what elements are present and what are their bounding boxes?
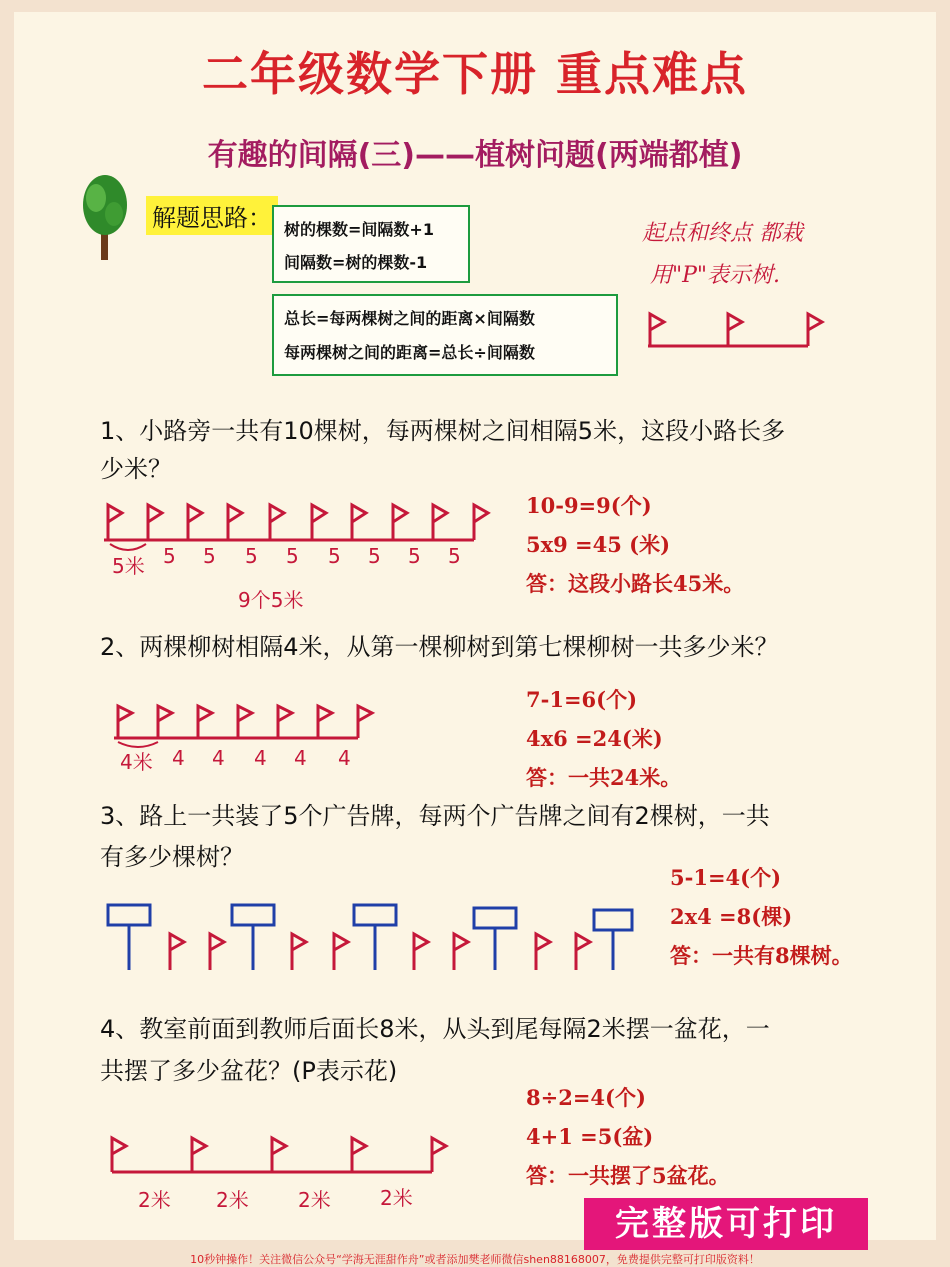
note-line-2: 用"P"表示树. — [650, 263, 781, 288]
interval-label: 5 — [245, 544, 258, 568]
footer-note: 10秒钟操作！关注微信公众号“学海无涯甜作舟”或者添加樊老师微信shen88168007，免费提供完整可打印版资料！ — [190, 1253, 760, 1266]
interval-label: 4 — [212, 746, 225, 770]
page-title: 二年级数学下册 重点难点 — [201, 47, 748, 101]
formula-line: 总长=每两棵树之间的距离×间隔数 — [284, 309, 535, 328]
problem-4-flags — [112, 1138, 446, 1172]
answer-line: 8÷2=4(个) — [526, 1085, 646, 1110]
problem-3-answer — [670, 858, 853, 975]
interval-label: 4 — [254, 746, 267, 770]
formula-line: 每两棵树之间的距离=总长÷间隔数 — [284, 343, 535, 362]
interval-label: 2米 — [216, 1188, 249, 1212]
answer-line: 答：一共有8棵树。 — [670, 943, 853, 968]
problem-3-diagram — [108, 905, 632, 970]
interval-label: 5 — [368, 544, 381, 568]
problem-4-answer — [526, 1078, 730, 1195]
answer-line: 7-1=6(个) — [526, 687, 638, 712]
problem-1-text: 1、小路旁一共有10棵树，每两棵树之间相隔5米，这段小路长多 — [100, 417, 786, 445]
interval-label: 5 — [163, 544, 176, 568]
formula-line: 树的棵数=间隔数+1 — [284, 220, 434, 239]
problem-3-text: 3、路上一共装了5个广告牌，每两个广告牌之间有2棵树，一共 — [100, 802, 770, 830]
answer-line: 4+1 =5(盆) — [526, 1124, 654, 1149]
problem-4-text: 4、教室前面到教师后面长8米，从头到尾每隔2米摆一盆花，一 — [100, 1015, 770, 1043]
answer-line: 5-1=4(个) — [670, 865, 782, 890]
answer-line: 5x9 =45 (米) — [526, 532, 671, 557]
answer-line: 2x4 =8(棵) — [670, 904, 793, 929]
printable-stamp: 完整版可打印 — [584, 1198, 868, 1250]
solution-label: 解题思路： — [146, 196, 278, 235]
interval-label: 2米 — [298, 1188, 331, 1212]
interval-label: 5 — [286, 544, 299, 568]
note-line-1: 起点和终点 都栽 — [642, 221, 803, 246]
interval-label: 5 — [448, 544, 461, 568]
interval-label: 4米 — [120, 750, 153, 774]
formula-box-count — [272, 205, 470, 283]
interval-label: 5米 — [112, 554, 145, 578]
problem-1-answer — [526, 486, 744, 603]
interval-label: 4 — [338, 746, 351, 770]
problem-4-text-cont: 共摆了多少盆花？(P表示花) — [100, 1057, 398, 1085]
answer-line: 答：一共24米。 — [526, 765, 682, 790]
interval-label: 5 — [203, 544, 216, 568]
formula-line: 间隔数=树的棵数-1 — [284, 253, 428, 272]
interval-label: 4 — [294, 746, 307, 770]
problem-2-flags — [114, 706, 372, 747]
answer-line: 答：这段小路长45米。 — [526, 571, 745, 596]
note-flag-diagram — [648, 314, 822, 346]
problem-2-text: 2、两棵柳树相隔4米，从第一棵柳树到第七棵柳树一共多少米？ — [100, 633, 779, 661]
page-subtitle: 有趣的间隔(三)——植树问题(两端都植) — [207, 138, 743, 173]
formula-box-length — [272, 294, 618, 376]
tree-icon — [83, 175, 127, 260]
answer-line: 10-9=9(个) — [526, 493, 652, 518]
interval-label: 2米 — [380, 1186, 413, 1210]
interval-label: 4 — [172, 746, 185, 770]
answer-line: 4x6 =24(米) — [526, 726, 663, 751]
interval-label: 5 — [408, 544, 421, 568]
interval-summary: 9个5米 — [238, 588, 304, 612]
problem-1-text-cont: 少米？ — [100, 455, 172, 483]
problem-3-text-cont: 有多少棵树？ — [100, 843, 244, 871]
answer-line: 答：一共摆了5盆花。 — [526, 1163, 730, 1188]
interval-label: 2米 — [138, 1188, 171, 1212]
problem-2-answer — [526, 680, 681, 797]
interval-label: 5 — [328, 544, 341, 568]
